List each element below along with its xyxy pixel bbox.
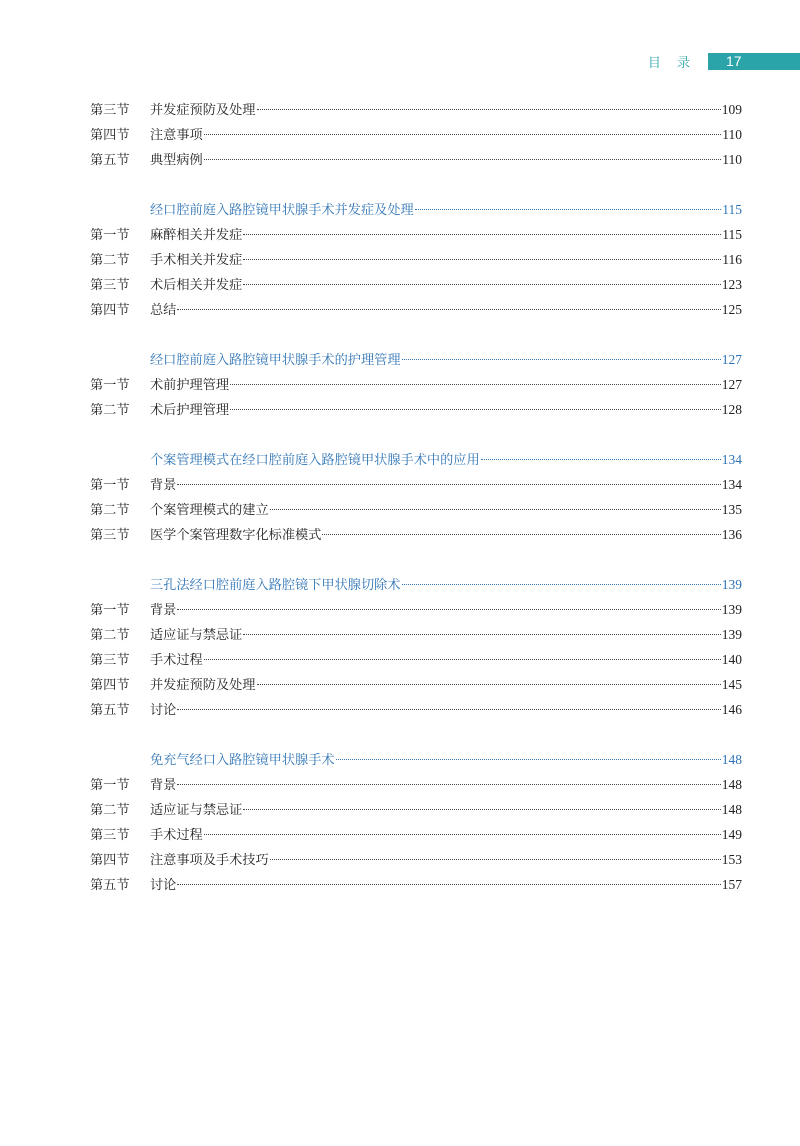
toc-chapter-entry[interactable]: [90, 747, 742, 772]
section-number: 第一节: [90, 478, 130, 493]
dot-leader: [270, 859, 721, 860]
toc-section-entry[interactable]: [90, 672, 742, 697]
dot-leader: [204, 159, 722, 160]
section-number: 第一节: [90, 228, 130, 243]
page-ref: 127: [721, 352, 742, 367]
dot-leader: [230, 409, 721, 410]
section-number: 第二节: [90, 253, 130, 268]
dot-leader: [402, 584, 721, 585]
page-number-badge: [708, 53, 800, 70]
toc-chapter-entry[interactable]: [90, 447, 742, 472]
section-title: 适应证与禁忌证: [150, 628, 243, 643]
toc-section-entry[interactable]: [90, 372, 742, 397]
dot-leader: [230, 384, 721, 385]
section-number: 第五节: [90, 153, 130, 168]
section-title: 典型病例: [150, 153, 203, 168]
header-title: 目 录: [647, 55, 696, 71]
toc-section-entry[interactable]: [90, 847, 742, 872]
section-title: 注意事项: [150, 128, 203, 143]
toc-section-entry[interactable]: [90, 822, 742, 847]
dot-leader: [243, 284, 720, 285]
section-number: 第四节: [90, 303, 130, 318]
dot-leader: [257, 109, 721, 110]
section-title: 讨论: [150, 878, 177, 893]
section-title: 注意事项及手术技巧: [150, 853, 269, 868]
page-ref: 116: [722, 252, 742, 267]
page-ref: 149: [721, 827, 742, 842]
toc-section-entry[interactable]: [90, 522, 742, 547]
toc-section-entry[interactable]: [90, 472, 742, 497]
page-ref: 139: [721, 602, 742, 617]
section-number: 第四节: [90, 678, 130, 693]
toc-section-entry[interactable]: [90, 147, 742, 172]
page-ref: 109: [721, 102, 742, 117]
page-ref: 139: [721, 577, 742, 592]
page-ref: 110: [722, 152, 742, 167]
section-number: 第五节: [90, 703, 130, 718]
section-number: 第五节: [90, 878, 130, 893]
page-ref: 153: [721, 852, 742, 867]
toc-section-entry[interactable]: [90, 772, 742, 797]
toc-chapter-entry[interactable]: [90, 347, 742, 372]
section-title: 总结: [150, 303, 177, 318]
toc-section-entry[interactable]: [90, 797, 742, 822]
section-number: 第一节: [90, 603, 130, 618]
dot-leader: [177, 609, 720, 610]
page-ref: 125: [721, 302, 742, 317]
toc-chapter-entry[interactable]: [90, 572, 742, 597]
toc-section-entry[interactable]: [90, 497, 742, 522]
section-title: 手术过程: [150, 828, 203, 843]
dot-leader: [243, 259, 721, 260]
chapter-title: 个案管理模式在经口腔前庭入路腔镜甲状腺手术中的应用: [150, 453, 480, 468]
chapter-title: 免充气经口入路腔镜甲状腺手术: [150, 753, 335, 768]
dot-leader: [243, 634, 720, 635]
dot-leader: [402, 359, 721, 360]
section-title: 手术过程: [150, 653, 203, 668]
section-title: 术前护理管理: [150, 378, 230, 393]
section-title: 手术相关并发症: [150, 253, 243, 268]
toc-section-entry[interactable]: [90, 222, 742, 247]
toc-section-entry[interactable]: [90, 872, 742, 897]
dot-leader: [204, 834, 721, 835]
section-number: 第三节: [90, 528, 130, 543]
page-ref: 115: [722, 202, 742, 217]
section-number: 第三节: [90, 103, 130, 118]
dot-leader: [177, 784, 720, 785]
section-title: 术后相关并发症: [150, 278, 243, 293]
dot-leader: [270, 509, 721, 510]
page-ref: 140: [721, 652, 742, 667]
dot-leader: [243, 234, 721, 235]
page-ref: 110: [722, 127, 742, 142]
dot-leader: [481, 459, 721, 460]
page-header: [648, 52, 800, 70]
section-title: 背景: [150, 778, 177, 793]
section-number: 第二节: [90, 628, 130, 643]
section-title: 背景: [150, 603, 177, 618]
toc-section-entry[interactable]: [90, 647, 742, 672]
section-number: 第三节: [90, 653, 130, 668]
toc-section-entry[interactable]: [90, 97, 742, 122]
dot-leader: [177, 309, 720, 310]
dot-leader: [336, 759, 721, 760]
toc-section-entry[interactable]: [90, 622, 742, 647]
section-title: 个案管理模式的建立: [150, 503, 269, 518]
dot-leader: [177, 484, 720, 485]
page-ref: 123: [721, 277, 742, 292]
section-number: 第二节: [90, 803, 130, 818]
dot-leader: [243, 809, 720, 810]
table-of-contents: [90, 97, 742, 897]
section-number: 第四节: [90, 853, 130, 868]
toc-section-entry[interactable]: [90, 297, 742, 322]
section-number: 第三节: [90, 278, 130, 293]
section-number: 第三节: [90, 828, 130, 843]
section-title: 医学个案管理数字化标准模式: [150, 528, 322, 543]
toc-section-entry[interactable]: [90, 397, 742, 422]
dot-leader: [177, 709, 720, 710]
section-number: 第四节: [90, 128, 130, 143]
section-number: 第一节: [90, 778, 130, 793]
section-title: 讨论: [150, 703, 177, 718]
page-ref: 115: [722, 227, 742, 242]
dot-leader: [322, 534, 720, 535]
page-ref: 127: [721, 377, 742, 392]
page-ref: 136: [721, 527, 742, 542]
section-title: 麻醉相关并发症: [150, 228, 243, 243]
page-ref: 134: [721, 452, 742, 467]
toc-section-entry[interactable]: [90, 272, 742, 297]
section-title: 背景: [150, 478, 177, 493]
dot-leader: [415, 209, 722, 210]
section-title: 适应证与禁忌证: [150, 803, 243, 818]
page-ref: 139: [721, 627, 742, 642]
page-ref: 135: [721, 502, 742, 517]
dot-leader: [177, 884, 720, 885]
toc-section-entry[interactable]: [90, 247, 742, 272]
page-ref: 146: [721, 702, 742, 717]
toc-section-entry[interactable]: [90, 697, 742, 722]
page-ref: 134: [721, 477, 742, 492]
page-ref: 128: [721, 402, 742, 417]
section-number: 第一节: [90, 378, 130, 393]
dot-leader: [204, 134, 722, 135]
section-number: 第二节: [90, 403, 130, 418]
page-number: 17: [726, 53, 742, 69]
section-number: 第二节: [90, 503, 130, 518]
page-ref: 148: [721, 777, 742, 792]
page-ref: 148: [721, 802, 742, 817]
chapter-title: 经口腔前庭入路腔镜甲状腺手术并发症及处理: [150, 203, 414, 218]
toc-section-entry[interactable]: [90, 122, 742, 147]
section-title: 术后护理管理: [150, 403, 230, 418]
page-ref: 145: [721, 677, 742, 692]
chapter-title: 三孔法经口腔前庭入路腔镜下甲状腺切除术: [150, 578, 401, 593]
chapter-title: 经口腔前庭入路腔镜甲状腺手术的护理管理: [150, 353, 401, 368]
page-ref: 157: [721, 877, 742, 892]
dot-leader: [204, 659, 721, 660]
toc-section-entry[interactable]: [90, 597, 742, 622]
page-ref: 148: [721, 752, 742, 767]
section-title: 并发症预防及处理: [150, 103, 256, 118]
section-title: 并发症预防及处理: [150, 678, 256, 693]
dot-leader: [257, 684, 721, 685]
toc-chapter-entry[interactable]: [90, 197, 742, 222]
